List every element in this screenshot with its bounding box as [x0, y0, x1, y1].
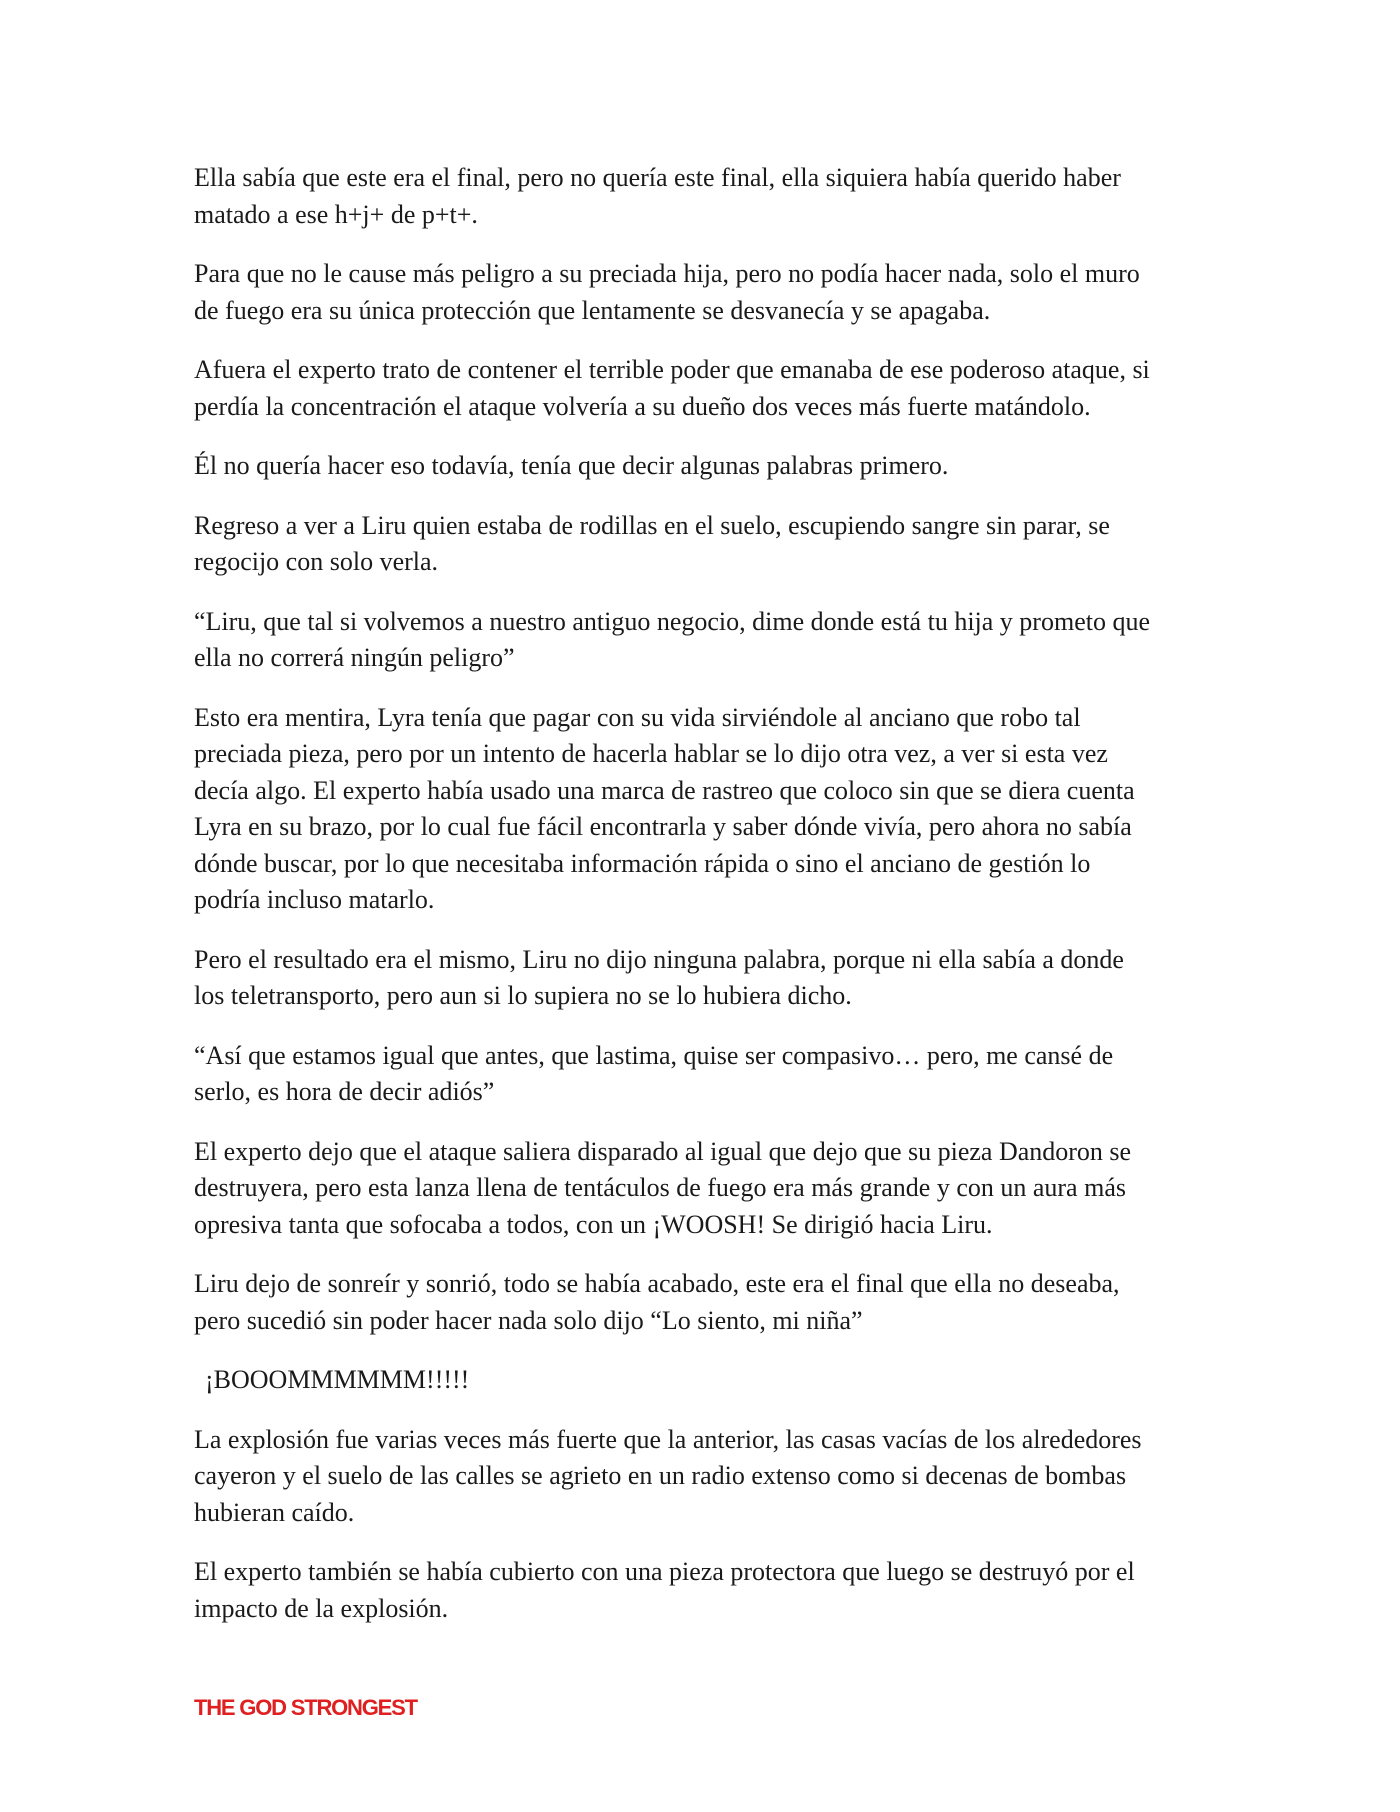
paragraph: Para que no le cause más peligro a su preciada hija, pero no podía hacer nada, solo el muro de fuego era su única protección que lentamente se desvanecía y se apagaba.: [194, 259, 1140, 325]
dialogue-paragraph: “Así que estamos igual que antes, que lastima, quise ser compasivo… pero, me cansé de serlo, es hora de decir adiós”: [194, 1040, 1114, 1106]
footer-brand-logo: THE GOD STRONGEST: [194, 1695, 417, 1720]
paragraph: Pero el resultado era el mismo, Liru no dijo ninguna palabra, porque ni ella sabía a donde los teletransporto, pero aun si lo supiera no se lo hubiera dicho.: [194, 944, 1124, 1010]
paragraph: La explosión fue varias veces más fuerte que la anterior, las casas vacías de los alrededores cayeron y el suelo de las calles se agrieto en un radio extenso como si decenas de bombas hubieran caído.: [194, 1424, 1142, 1527]
paragraph: El experto también se había cubierto con una pieza protectora que luego se destruyó por el impacto de la explosión.: [194, 1557, 1135, 1623]
paragraph: Regreso a ver a Liru quien estaba de rodillas en el suelo, escupiendo sangre sin parar, se regocijo con solo verla.: [194, 510, 1110, 576]
paragraph: El experto dejo que el ataque saliera disparado al igual que dejo que su pieza Dandoron se destruyera, pero esta lanza llena de tentáculos de fuego era más grande y con un aura más opresiva tanta que sofocaba a todos, con un ¡WOOSH! Se dirigió hacia Liru.: [194, 1136, 1132, 1239]
sound-effect: ¡BOOOMMMMMM!!!!!: [205, 1365, 470, 1394]
paragraph: Liru dejo de sonreír y sonrió, todo se había acabado, este era el final que ella no deseaba, pero sucedió sin poder hacer nada solo dijo “Lo siento, mi niña”: [194, 1269, 1120, 1335]
paragraph: Afuera el experto trato de contener el terrible poder que emanaba de ese poderoso ataque, si perdía la concentración el ataque volvería a su dueño dos veces más fuerte matándolo.: [194, 355, 1150, 421]
paragraph: Él no quería hacer eso todavía, tenía que decir algunas palabras primero.: [194, 451, 949, 480]
chapter-body: [194, 160, 1224, 1650]
dialogue-paragraph: “Liru, que tal si volvemos a nuestro antiguo negocio, dime donde está tu hija y prometo que ella no correrá ningún peligro”: [194, 606, 1150, 672]
paragraph: Ella sabía que este era el final, pero no quería este final, ella siquiera había querido haber matado a ese h+j+ de p+t+.: [194, 163, 1121, 229]
paragraph: Esto era mentira, Lyra tenía que pagar con su vida sirviéndole al anciano que robo tal preciada pieza, pero por un intento de hacerla hablar se lo dijo otra vez, a ver si esta vez decía algo. El experto había usado una marca de rastreo que coloco sin que se diera cuenta Lyra en su brazo, por lo cual fue fácil encontrarla y saber dónde vivía, pero ahora no sabía dónde buscar, por lo que necesitaba información rápida o sino el anciano de gestión lo podría incluso matarlo.: [194, 702, 1135, 914]
